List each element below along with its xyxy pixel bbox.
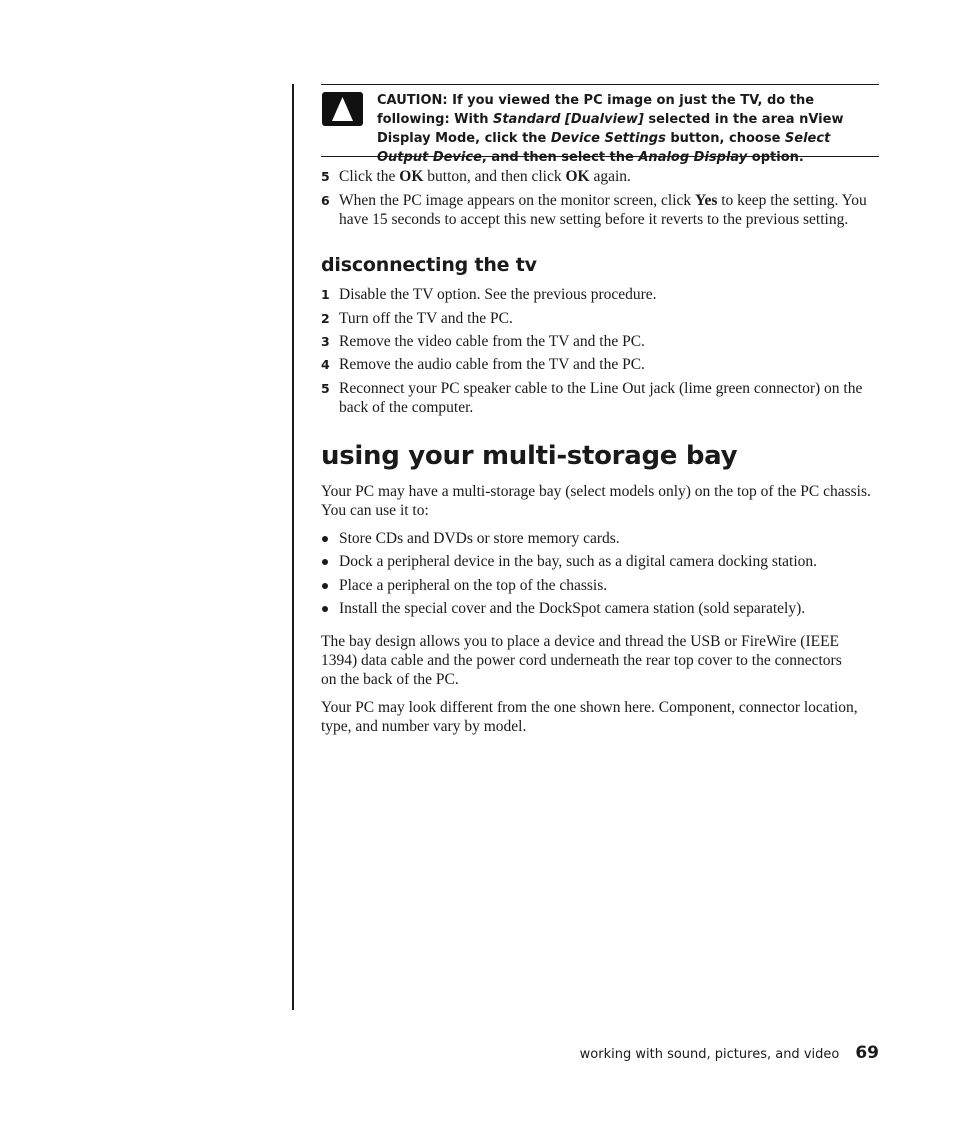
caution-text: button, choose [665, 131, 785, 146]
step-text: Turn off the TV and the PC. [339, 310, 513, 327]
list-item [321, 191, 879, 229]
caution-emphasis: Standard [Dualview] [492, 112, 644, 127]
caution-text: option. [747, 150, 804, 165]
step-number: 6 [321, 193, 330, 208]
page-number: 69 [855, 1043, 879, 1063]
list-item: Install the special cover and the DockSpot camera station (sold separately). [321, 599, 879, 618]
list-item: Place a peripheral on the top of the chassis. [321, 576, 879, 595]
steps-list-top [321, 167, 879, 229]
step-text: Remove the audio cable from the TV and the PC. [339, 356, 645, 373]
step-number: 5 [321, 169, 330, 184]
list-item [321, 309, 879, 328]
page-footer [580, 1043, 879, 1063]
list-item: Store CDs and DVDs or store memory cards. [321, 529, 879, 548]
step-bold: OK [565, 168, 590, 185]
footer-chapter-title: working with sound, pictures, and video [579, 1047, 840, 1062]
bay-variation-paragraph: Your PC may look different from the one shown here. Component, connector location, type, and number vary by model. [321, 699, 858, 735]
caution-text: If you viewed the PC image on just the TV, do the following: With [377, 93, 815, 127]
step-text: to keep the setting. You have 15 seconds to accept this new setting before it reverts to the previous setting. [339, 192, 867, 228]
margin-rule [292, 84, 294, 1010]
step-number: 3 [321, 334, 330, 349]
section-heading-multi-storage-bay: using your multi-storage bay [321, 441, 738, 471]
caution-warning-icon [322, 92, 363, 126]
step-text: again. [589, 168, 631, 185]
caution-emphasis: Analog Display [638, 150, 748, 165]
caution-text: selected in the area nView Display Mode, click the [377, 112, 844, 146]
step-bold: Yes [694, 192, 718, 209]
list-item [321, 355, 879, 374]
step-text: Disable the TV option. See the previous procedure. [339, 286, 657, 303]
list-item [321, 167, 879, 186]
step-text: Remove the video cable from the TV and the PC. [339, 333, 645, 350]
caution-box [321, 84, 879, 165]
step-text: Click the [339, 168, 400, 185]
steps-list-disconnect [321, 285, 879, 417]
bay-uses-list [321, 529, 879, 618]
step-number: 1 [321, 287, 330, 302]
step-number: 4 [321, 357, 330, 372]
section-heading-disconnecting: disconnecting the tv [321, 254, 537, 276]
caution-label: CAUTION: [377, 93, 448, 108]
step-number: 5 [321, 381, 330, 396]
list-item [321, 379, 879, 417]
step-text: When the PC image appears on the monitor screen, click [339, 192, 695, 209]
step-number: 2 [321, 311, 330, 326]
bay-intro-paragraph: Your PC may have a multi-storage bay (select models only) on the top of the PC chassis. You can use it to: [321, 483, 871, 519]
list-item [321, 285, 879, 304]
bay-design-paragraph: The bay design allows you to place a device and thread the USB or FireWire (IEEE 1394) data cable and the power cord underneath the rear top cover to the connectors on the back of the PC. [321, 633, 842, 688]
step-text: Reconnect your PC speaker cable to the Line Out jack (lime green connector) on the back of the computer. [339, 380, 863, 416]
page-content [321, 84, 879, 736]
list-item [321, 332, 879, 351]
caution-emphasis: Select Output Device [377, 131, 831, 165]
caution-emphasis: Device Settings [550, 131, 666, 146]
list-item: Dock a peripheral device in the bay, such as a digital camera docking station. [321, 552, 879, 571]
step-bold: OK [399, 168, 424, 185]
caution-text: , and then select the [481, 150, 639, 165]
step-text: button, and then click [423, 168, 566, 185]
